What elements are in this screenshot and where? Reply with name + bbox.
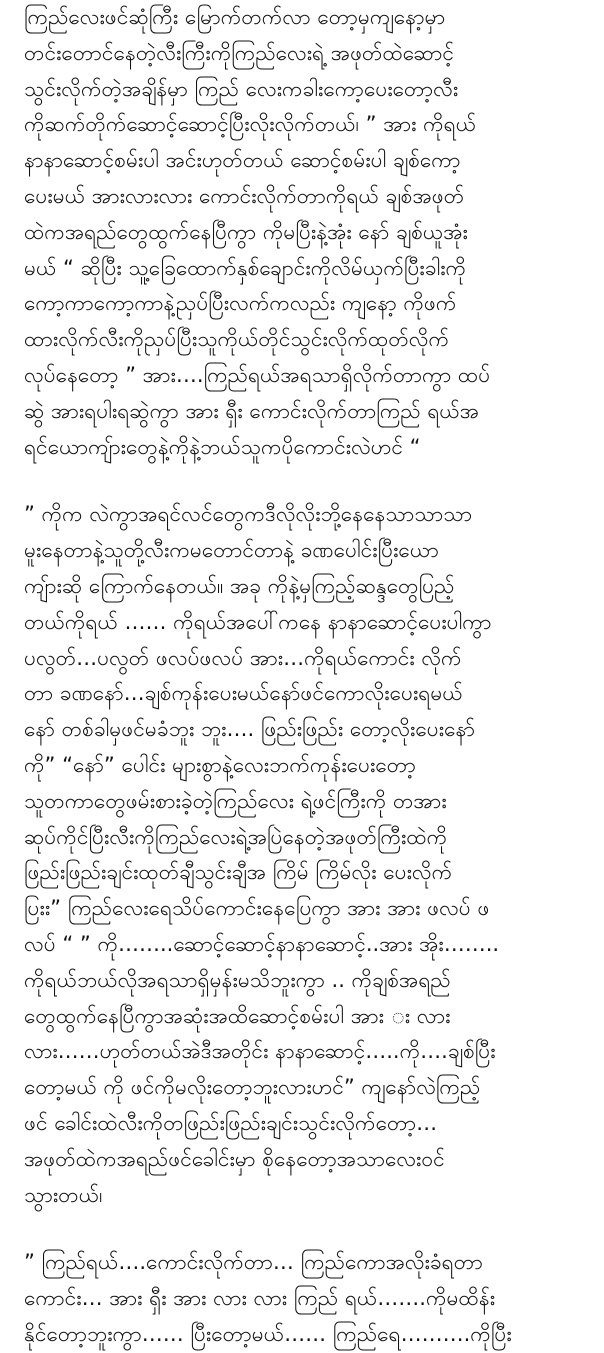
text-line: ပြးး” ကြည်လေးရေသိပ်ကောင်းနေပြေကွာ အား အား ဖလပ် ဖ (24, 896, 490, 921)
paragraph-1 (24, 0, 584, 465)
paragraph-3 (24, 1245, 584, 1352)
text-line: ပလွတ်…ပလွတ် ဖလပ်ဖလပ် အား…ကိုရယ်ကောင်း လိုက် (24, 645, 462, 670)
text-line: ဆုပ်ကိုင်ပြီးလီးကိုကြည်လေးရဲ့အပြဲနေတဲ့အဖုတ်ကြီးထဲကို (24, 824, 448, 849)
text-line: ထဲကအရည်တွေထွက်နေပြီကွာ ကိုမပြီးနဲ့အုံး နော် ချစ်ယူအုံး (24, 219, 468, 244)
text-line: အဖုတ်ထဲကအရည်ဖင်ခေါင်းမှာ စိုနေတော့အသာလေးဝင် (24, 1146, 445, 1171)
text-line: လပ် “ ” ကို……..ဆောင့်ဆောင့်နာနာဆောင့်..အား အိုး…….. (24, 931, 500, 956)
text-line: သွားတယ်၊ (24, 1182, 103, 1207)
text-line: ဖြည်းဖြည်းချင်းထုတ်ချီသွင်းချီအ ကြိမ် ကြိမ်လိုး ပေးလိုက် (24, 860, 453, 885)
text-line: တာ ခဏနော်…ချစ်ကုန်းပေးမယ်နော်ဖင်ကောလိုးပေးရမယ် (24, 681, 463, 706)
text-line: ကော့ကာကော့ကာနဲ့ညှပ်ပြီးလက်ကလည်း ကျနော့ ကိုဖက် (24, 291, 457, 316)
text-line: သူတကာတွေဖမ်းစားခဲ့တဲ့ကြည်လေး ရဲ့ဖင်ကြီးကို တအား (24, 788, 447, 813)
text-line: ကြည်လေးဖင်ဆုံကြီး မြောက်တက်လာ တော့မှကျနော့မှာ (24, 5, 446, 29)
text-line: ကျ်ားဆို ကြောက်နေတယ်။ အခု ကိုနဲ့မှကြည့်ဆန္ဒတွေပြည့် (24, 573, 455, 598)
article-body (24, 0, 584, 1346)
text-line: တွေထွက်နေပြီကွာအဆုံးအထိဆောင့်စမ်းပါ အား း လား (24, 1003, 451, 1028)
paragraph-2 (24, 497, 584, 1213)
text-line: လုပ်နေတော့ ” အား….ကြည်ရယ်အရသာရှိလိုက်တာကွာ ထပ် (24, 362, 491, 387)
paragraph-gap (24, 1213, 584, 1245)
text-line: တော့မယ် ကို ဖင်ကိုမလိုးတော့ဘူးလားဟင်” ကျနော်လဲကြည့် (24, 1075, 481, 1100)
text-line: မူးနေတာနဲ့သူတို့လီးကမတောင်တာနဲ့ ခဏပေါင်းပြီးယော (24, 538, 439, 563)
text-line: ရင်ယောကျ်ားတွေနဲ့ကိုနဲ့ဘယ်သူကပိုကောင်းလဲဟင် “ (24, 434, 421, 459)
text-line: လား……ဟုတ်တယ်အဲဒီအတိုင်း နာနာဆောင့်…..ကို….ချစ်ပြီး (24, 1039, 496, 1064)
text-line: ထားလိုက်လီးကိုညှပ်ပြီးသူကိုယ်တိုင်သွင်းလိုက်ထုတ်လိုက် (24, 327, 450, 352)
text-line: နာနာဆောင့်စမ်းပါ အင်းဟုတ်တယ် ဆောင့်စမ်းပါ ချစ်ကော့ (24, 148, 461, 173)
text-line: ကိုရယ်ဘယ်လိုအရသာရှိမှန်းမသိဘူးကွာ .. ကိုချစ်အရည် (24, 967, 451, 992)
text-line: ကောင်း… အား ရှီး အား လား လား ကြည် ရယ်…….ကိုမထိန်း (24, 1286, 496, 1311)
text-line: ” ကြည်ရယ်….ကောင်းလိုက်တာ… ကြည်ကောအလိုးခံရတာ (24, 1250, 483, 1275)
text-line: နိုင်တော့ဘူးကွာ…… ပြီးတော့မယ်…… ကြည်ရေ……….ကိုပြီး (24, 1321, 512, 1346)
text-line: ကို” “နော်” ပေါင်း များစွာနဲ့လေးဘက်ကုန်းပေးတော့ (24, 752, 416, 777)
text-line: တယ်ကိုရယ် …… ကိုရယ်အပေါ်ကနေ နာနာဆောင့်ပေးပါကွာ (24, 609, 492, 634)
text-line: နော် တစ်ခါမှဖင်မခံဘူး ဘူး…. ဖြည်းဖြည်း တော့လိုးပေးနော် (24, 717, 475, 742)
paragraph-gap (24, 465, 584, 497)
text-line: ကိုဆက်တိုက်ဆောင့်ဆောင့်ပြီးလိုးလိုက်တယ်၊ ” အား ကိုရယ် (24, 112, 477, 137)
text-line: ပေးမယ် အားလားလား ကောင်းလိုက်တာကိုရယ် ချစ်အဖုတ် (24, 183, 465, 208)
text-line: သွင်းလိုက်တဲ့အချိန်မှာ ကြည် လေးကခါးကော့ပေးတော့လီး (24, 76, 459, 101)
text-line: ဆွဲ အားရပါးရဆွဲကွာ အား ရှီး ကောင်းလိုက်တာကြည် ရယ်အ (24, 398, 480, 423)
text-line: မယ် “ ဆိုပြီး သူ့ခြေထောက်နှစ်ချောင်းကိုလိမ်ယှက်ပြီးခါးကို (24, 255, 467, 280)
text-line: ” ကိုက လဲကွာအရင်လင်တွေကဒီလိုလိုးဘို့နေနေသာသာသာ (24, 502, 473, 527)
text-line: ဖင် ခေါင်းထဲလီးကိုတဖြည်းဖြည်းချင်းသွင်းလိုက်တော့… (24, 1110, 438, 1135)
text-line: တင်းတောင်နေတဲ့လီးကြီးကိုကြည်လေးရဲ့ အဖုတ်ထဲဆောင့် (24, 40, 454, 65)
